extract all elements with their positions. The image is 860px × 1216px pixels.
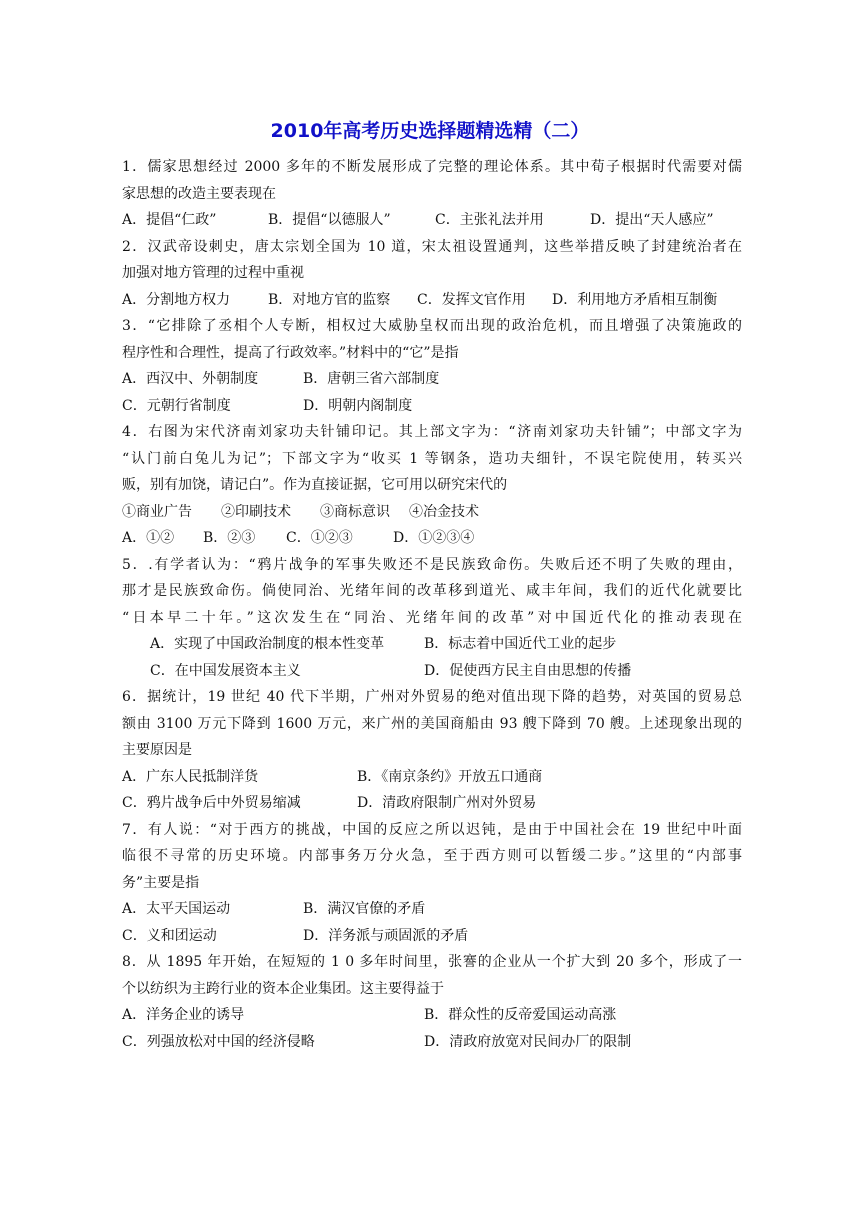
question-text-line: 个以纺织为主跨行业的资本企业集团。这主要得益于: [122, 980, 444, 997]
option-c: C．鸦片战争后中外贸易缩减: [122, 795, 301, 811]
option-c: C．①②③: [286, 530, 353, 546]
question-1: [122, 154, 742, 234]
question-text-line: 加强对地方管理的过程中重视: [122, 265, 304, 281]
option-row: [122, 207, 742, 234]
question-2: [122, 234, 742, 314]
item-3: ③商标意识: [320, 503, 390, 520]
option-b: B．提倡“以德服人”: [268, 212, 391, 228]
option-row: [122, 764, 742, 791]
option-row: [122, 525, 742, 552]
question-5: [122, 552, 742, 685]
option-d: D．明朝内阁制度: [303, 397, 413, 414]
question-text-line: 主要原因是: [122, 742, 192, 758]
question-text-line: 程序性和合理性，提高了行政效率。”材料中的“它”是指: [122, 344, 459, 361]
option-row: [122, 1002, 742, 1029]
question-text-line: 额由 3100 万元下降到 1600 万元，来广州的美国商船由 93 艘下降到 70 艘。上述现象出现的: [122, 715, 742, 732]
question-text-line: 7．有人说：“对于西方的挑战，中国的反应之所以迟钝，是由于中国社会在 19 世纪中叶面: [122, 821, 742, 838]
question-list: [122, 154, 742, 1055]
question-text-line: 5．.有学者认为：“鸦片战争的军事失败还不是民族致命伤。失败后还不明了失败的理由，: [122, 556, 742, 573]
option-row: [122, 790, 742, 817]
question-8: [122, 949, 742, 1055]
question-3: [122, 313, 742, 419]
question-text-line: 1．儒家思想经过 2000 多年的不断发展形成了完整的理论体系。其中荀子根据时代需要对儒: [122, 159, 742, 175]
option-a: A．提倡“仁政”: [122, 212, 217, 228]
option-row: [122, 287, 742, 314]
question-6: [122, 684, 742, 817]
option-b: B．满汉官僚的矛盾: [303, 901, 426, 917]
question-text-line: 8．从 1895 年开始，在短短的 1 0 多年时间里，张謇的企业从一个扩大到 20 多个，形成了一: [122, 954, 742, 970]
option-d: D．促使西方民主自由思想的传播: [424, 662, 632, 679]
question-text-line: 临很不寻常的历史环境。内部事务万分火急，至于西方则可以暂缓二步。”这里的“内部事: [122, 848, 742, 864]
option-d: D．①②③④: [393, 530, 475, 546]
option-b: B．《南京条约》开放五口通商: [357, 768, 543, 785]
question-4: [122, 419, 742, 552]
option-row: [122, 393, 742, 420]
question-7: [122, 817, 742, 950]
option-c: C．义和团运动: [122, 927, 217, 944]
option-row: [122, 631, 742, 658]
option-b: B．唐朝三省六部制度: [303, 371, 440, 387]
question-text-line: “认门前白兔儿为记”；下部文字为“收买 1 等钢条，造功夫细针，不误宅院使用，转买兴: [122, 450, 742, 467]
option-a: A．分割地方权力: [122, 291, 231, 308]
option-b: B．群众性的反帝爱国运动高涨: [424, 1007, 617, 1023]
option-d: D．清政府放宽对民间办厂的限制: [424, 1033, 632, 1050]
option-a: A．太平天国运动: [122, 901, 231, 917]
option-d: D．洋务派与顽固派的矛盾: [303, 927, 469, 944]
option-a: A．实现了中国政治制度的根本性变革: [150, 636, 385, 652]
question-text-line: 务”主要是指: [122, 874, 200, 891]
option-a: A．广东人民抵制洋货: [122, 768, 259, 785]
option-b: B．②③: [203, 530, 256, 546]
item-4: ④冶金技术: [409, 503, 479, 520]
document-title: 2010年高考历史选择题精选精（二）: [270, 120, 590, 142]
option-row: [122, 366, 742, 393]
option-d: D．提出“天人感应”: [590, 212, 714, 228]
question-text-line: 那才是民族致命伤。倘使同治、光绪年间的改革移到道光、咸丰年间，我们的近代化就要比: [122, 583, 742, 599]
option-row: [122, 896, 742, 923]
option-d: D．利用地方矛盾相互制衡: [552, 291, 718, 308]
question-text-line: 6．据统计，19 世纪 40 代下半期，广州对外贸易的绝对值出现下降的趋势，对英国的贸易总: [122, 689, 742, 705]
question-text-line: 2．汉武帝设刺史，唐太宗划全国为 10 道，宋太祖设置通判，这些举措反映了封建统治者在: [122, 238, 742, 255]
option-b: B．标志着中国近代工业的起步: [424, 636, 617, 652]
option-row: [122, 923, 742, 950]
option-c: C．发挥文官作用: [417, 291, 526, 308]
question-text-line: 3．“它排除了丞相个人专断，相权过大威胁皇权而出现的政治危机，而且增强了决策施政的: [122, 318, 742, 334]
option-a: A．①②: [122, 530, 175, 546]
option-a: A．洋务企业的诱导: [122, 1007, 245, 1023]
option-b: B．对地方官的监察: [268, 291, 391, 308]
option-row: [122, 1029, 742, 1056]
item-1: ①商业广告: [122, 503, 192, 520]
option-c: C．主张礼法并用: [435, 212, 544, 228]
item-row: [122, 499, 742, 526]
option-c: C．列强放松对中国的经济侵略: [122, 1033, 315, 1050]
question-text-line: 贩，别有加饶，请记白”。作为直接证据，它可用以研究宋代的: [122, 477, 508, 493]
option-c: C．在中国发展资本主义: [150, 662, 301, 679]
question-text-line: 家思想的改造主要表现在: [122, 185, 276, 202]
option-d: D．清政府限制广州对外贸易: [357, 795, 537, 811]
question-text-line: 4．右图为宋代济南刘家功夫针铺印记。其上部文字为：“济南刘家功夫针铺”；中部文字为: [122, 424, 742, 440]
option-row: [122, 658, 742, 685]
option-a: A．西汉中、外朝制度: [122, 371, 259, 387]
question-text-line: “日本早二十年。”这次发生在“同治、光绪年间的改革”对中国近代化的推动表现在: [122, 609, 742, 626]
item-2: ②印刷技术: [221, 503, 291, 520]
option-c: C．元朝行省制度: [122, 397, 231, 414]
